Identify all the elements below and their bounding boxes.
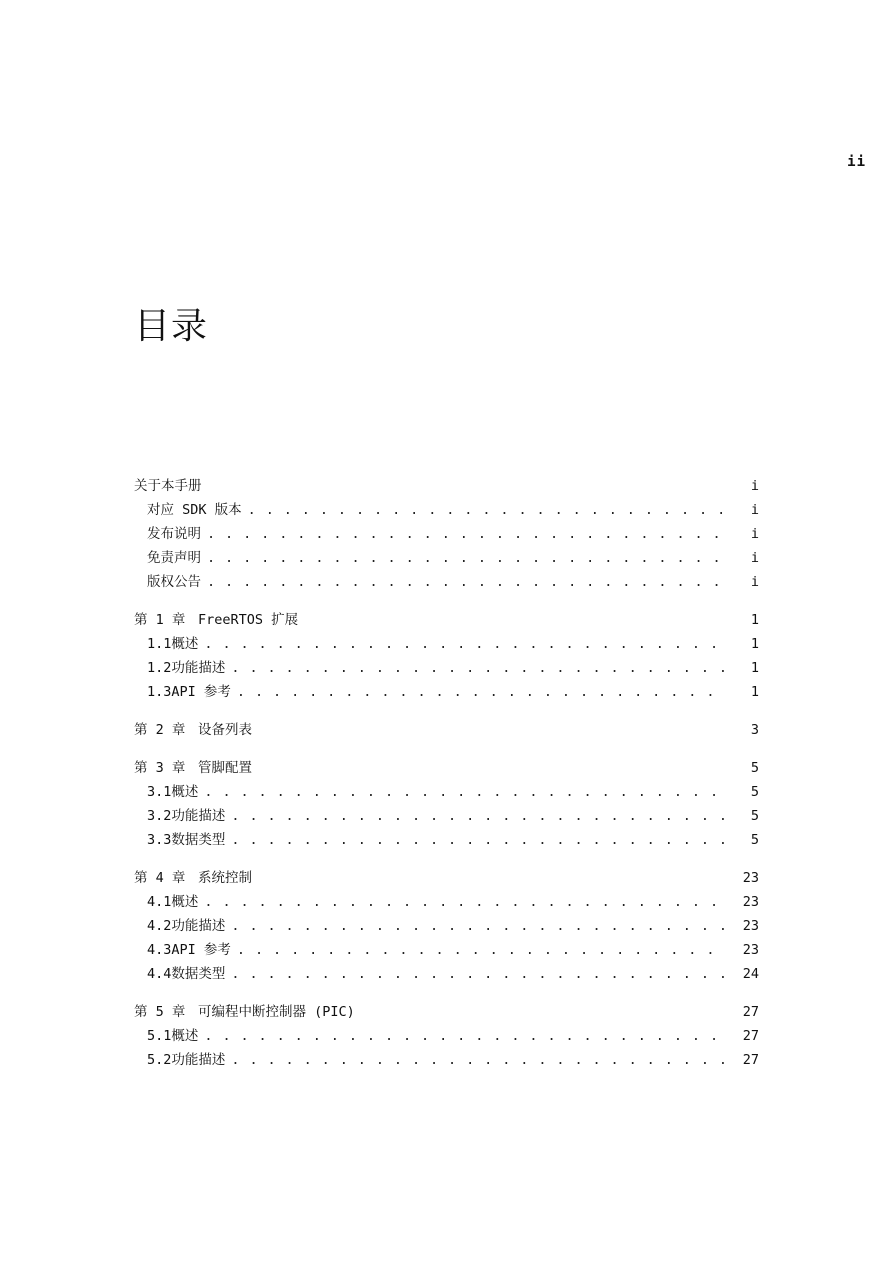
toc-section-entry[interactable] xyxy=(134,632,759,656)
section-page-number: 27 xyxy=(742,1052,759,1068)
toc-section-entry[interactable] xyxy=(134,680,759,704)
toc-section-entry[interactable] xyxy=(134,828,759,852)
chapter-number: 第 5 章 xyxy=(134,1004,186,1020)
toc-group xyxy=(134,474,759,594)
toc-chapter-entry[interactable] xyxy=(134,474,759,498)
dot-leader xyxy=(231,804,727,828)
section-page-number: i xyxy=(750,550,759,566)
section-number: 4.3 xyxy=(147,942,172,958)
section-page-number: i xyxy=(750,574,759,590)
section-number: 3.3 xyxy=(147,832,172,848)
page-number: ii xyxy=(847,154,866,170)
section-page-number: 1 xyxy=(750,660,759,676)
dot-leader xyxy=(207,522,727,546)
chapter-page-number: 23 xyxy=(742,870,759,886)
chapter-title: 系统控制 xyxy=(198,870,252,886)
section-title: 免责声明 xyxy=(147,550,201,566)
section-number: 4.1 xyxy=(147,894,172,910)
section-number: 3.1 xyxy=(147,784,172,800)
section-number: 4.2 xyxy=(147,918,172,934)
chapter-number: 第 4 章 xyxy=(134,870,186,886)
chapter-title: 可编程中断控制器 (PIC) xyxy=(198,1004,355,1020)
section-page-number: 1 xyxy=(750,636,759,652)
toc-section-entry[interactable] xyxy=(134,962,759,986)
section-number: 5.1 xyxy=(147,1028,172,1044)
dot-leader xyxy=(207,546,727,570)
section-title: 数据类型 xyxy=(171,966,226,982)
section-number: 1.3 xyxy=(147,684,172,700)
chapter-page-number: 27 xyxy=(742,1004,759,1020)
section-number: 3.2 xyxy=(147,808,172,824)
dot-leader xyxy=(204,632,727,656)
chapter-title: FreeRTOS 扩展 xyxy=(198,612,299,628)
toc-section-entry[interactable] xyxy=(134,656,759,680)
section-title: 发布说明 xyxy=(147,526,201,542)
toc-chapter-entry[interactable] xyxy=(134,718,759,742)
chapter-number: 第 2 章 xyxy=(134,722,186,738)
dot-leader xyxy=(237,938,727,962)
toc-chapter-entry[interactable] xyxy=(134,756,759,780)
section-page-number: 27 xyxy=(742,1028,759,1044)
chapter-page-number: 3 xyxy=(750,722,759,738)
toc-section-entry[interactable] xyxy=(134,804,759,828)
toc-group xyxy=(134,1000,759,1072)
section-title: 概述 xyxy=(171,894,199,910)
section-title: 功能描述 xyxy=(171,1052,226,1068)
chapter-title: 设备列表 xyxy=(198,722,252,738)
toc-chapter-entry[interactable] xyxy=(134,866,759,890)
section-page-number: 5 xyxy=(750,784,759,800)
dot-leader xyxy=(248,498,727,522)
section-page-number: i xyxy=(750,526,759,542)
toc-chapter-entry[interactable] xyxy=(134,608,759,632)
chapter-title: 关于本手册 xyxy=(134,478,202,494)
section-title: 概述 xyxy=(171,784,199,800)
page-title: 目录 xyxy=(134,306,209,347)
toc-section-entry[interactable] xyxy=(134,522,759,546)
chapter-title: 管脚配置 xyxy=(198,760,252,776)
section-page-number: 23 xyxy=(742,894,759,910)
chapter-page-number: 1 xyxy=(750,612,759,628)
dot-leader xyxy=(237,680,727,704)
dot-leader xyxy=(204,780,727,804)
dot-leader xyxy=(231,914,727,938)
toc-group xyxy=(134,756,759,852)
section-title: 概述 xyxy=(171,1028,199,1044)
toc-section-entry[interactable] xyxy=(134,780,759,804)
dot-leader xyxy=(204,1024,727,1048)
section-title: 概述 xyxy=(171,636,199,652)
section-title: 数据类型 xyxy=(171,832,226,848)
dot-leader xyxy=(207,570,727,594)
section-title: API 参考 xyxy=(171,684,231,700)
section-number: 1.2 xyxy=(147,660,172,676)
section-page-number: 5 xyxy=(750,808,759,824)
dot-leader xyxy=(231,1048,727,1072)
toc-section-entry[interactable] xyxy=(134,1024,759,1048)
section-page-number: 5 xyxy=(750,832,759,848)
toc-section-entry[interactable] xyxy=(134,498,759,522)
toc-section-entry[interactable] xyxy=(134,1048,759,1072)
toc-group xyxy=(134,866,759,986)
section-number: 1.1 xyxy=(147,636,172,652)
toc-section-entry[interactable] xyxy=(134,938,759,962)
section-number: 5.2 xyxy=(147,1052,172,1068)
section-page-number: i xyxy=(750,502,759,518)
dot-leader xyxy=(231,828,727,852)
section-page-number: 23 xyxy=(742,918,759,934)
toc-group xyxy=(134,718,759,742)
toc-group xyxy=(134,608,759,704)
toc-section-entry[interactable] xyxy=(134,914,759,938)
chapter-number: 第 3 章 xyxy=(134,760,186,776)
toc-section-entry[interactable] xyxy=(134,546,759,570)
toc-chapter-entry[interactable] xyxy=(134,1000,759,1024)
section-title: 功能描述 xyxy=(171,918,226,934)
section-page-number: 23 xyxy=(742,942,759,958)
dot-leader xyxy=(204,890,727,914)
section-title: 功能描述 xyxy=(171,808,226,824)
chapter-page-number: i xyxy=(750,478,759,494)
chapter-number: 第 1 章 xyxy=(134,612,186,628)
section-page-number: 1 xyxy=(750,684,759,700)
section-title: API 参考 xyxy=(171,942,231,958)
dot-leader xyxy=(231,962,727,986)
section-page-number: 24 xyxy=(742,966,759,982)
section-title: 版权公告 xyxy=(147,574,201,590)
table-of-contents xyxy=(134,474,759,1086)
section-number: 4.4 xyxy=(147,966,172,982)
chapter-page-number: 5 xyxy=(750,760,759,776)
section-title: 对应 SDK 版本 xyxy=(147,502,242,518)
dot-leader xyxy=(231,656,727,680)
toc-section-entry[interactable] xyxy=(134,890,759,914)
section-title: 功能描述 xyxy=(171,660,226,676)
toc-section-entry[interactable] xyxy=(134,570,759,594)
